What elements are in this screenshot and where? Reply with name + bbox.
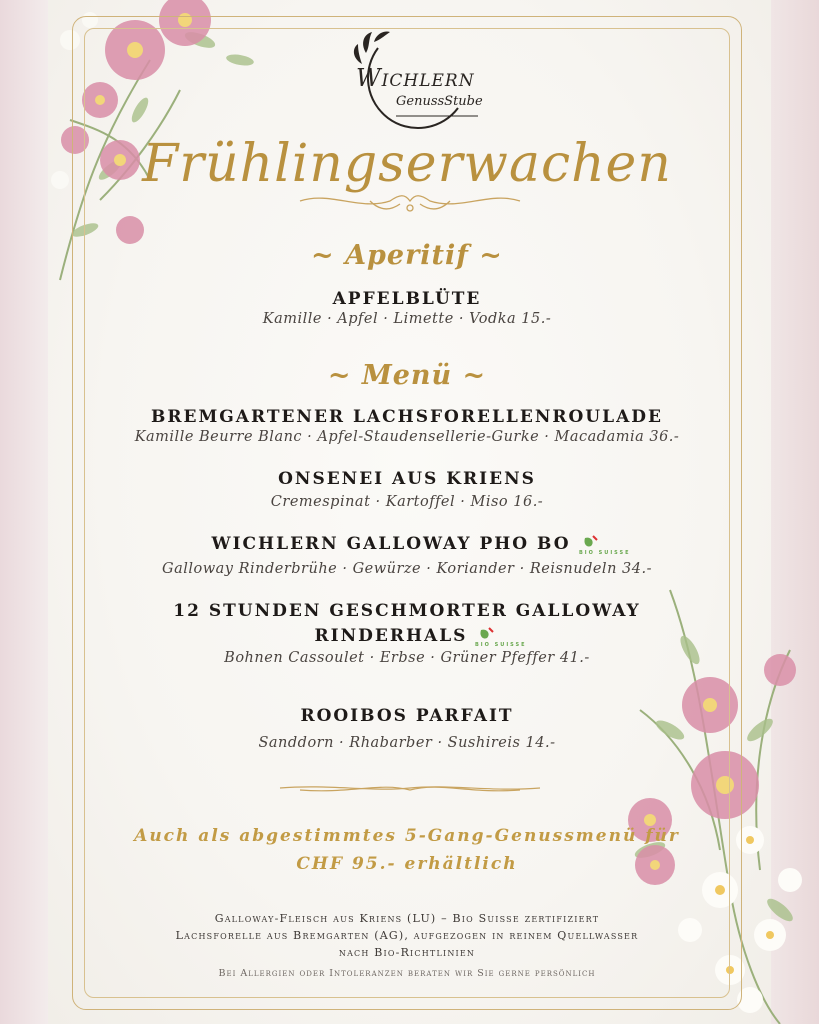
allergy-note: Bei Allergien oder Intoleranzen beraten wir Sie gerne persönlich [218, 968, 596, 979]
dish-description: Kamille · Apfel · Limette · Vodka 15.- [262, 311, 552, 327]
menu-heading: ~ Menü ~ [327, 360, 487, 391]
provenance-note: Galloway-Fleisch aus Kriens (LU) – Bio Suisse zertifiziert [214, 912, 600, 925]
dish-name: ROOIBOS PARFAIT [300, 706, 514, 726]
dish-description: Sanddorn · Rhabarber · Sushireis 14.- [258, 735, 556, 751]
dish-name-with-badge [84, 531, 730, 557]
dish-description: Galloway Rinderbrühe · Gewürze · Koriander · Reisnudeln 34.- [162, 561, 652, 577]
bio-suisse-badge-icon [473, 626, 528, 648]
svg-text:BIO SUISSE: BIO SUISSE [475, 641, 528, 648]
bio-suisse-badge-icon [577, 534, 631, 556]
logo-line-2: GenussStube [396, 94, 483, 109]
set-menu-offer-line-2: CHF 95.- erhältlich [296, 854, 518, 874]
logo-line-1: Wichlern [356, 64, 475, 92]
menu-title: Frühlingserwachen [142, 134, 672, 194]
dish-description: Cremespinat · Kartoffel · Miso 16.- [270, 494, 544, 510]
divider-flourish-icon [270, 776, 550, 800]
title-flourish-icon [290, 186, 530, 216]
dish-description: Kamille Beurre Blanc · Apfel-Staudensellerie-Gurke · Macadamia 36.- [134, 429, 680, 445]
provenance-note: nach Bio-Richtlinien [338, 946, 476, 959]
aperitif-heading: ~ Aperitif ~ [311, 240, 503, 271]
dish-name: 12 STUNDEN GESCHMORTER GALLOWAY [173, 601, 641, 621]
provenance-note: Lachsforelle aus Bremgarten (AG), aufgezogen in reinem Quellwasser [175, 929, 639, 942]
dish-name: WICHLERN GALLOWAY PHO BO [211, 534, 571, 554]
dish-name: ONSENEI AUS KRIENS [278, 469, 536, 489]
set-menu-offer-line-1: Auch als abgestimmtes 5-Gang-Genussmenü für [134, 826, 680, 846]
dish-name: APFELBLÜTE [332, 289, 482, 309]
dish-name-with-badge [84, 623, 730, 649]
dish-description: Bohnen Cassoulet · Erbse · Grüner Pfeffer 41.- [224, 650, 590, 666]
svg-text:BIO SUISSE: BIO SUISSE [578, 549, 631, 556]
restaurant-logo [338, 28, 488, 138]
dish-name: BREMGARTENER LACHSFORELLENROULADE [151, 407, 663, 427]
dish-name-line-2: RINDERHALS [314, 626, 468, 646]
